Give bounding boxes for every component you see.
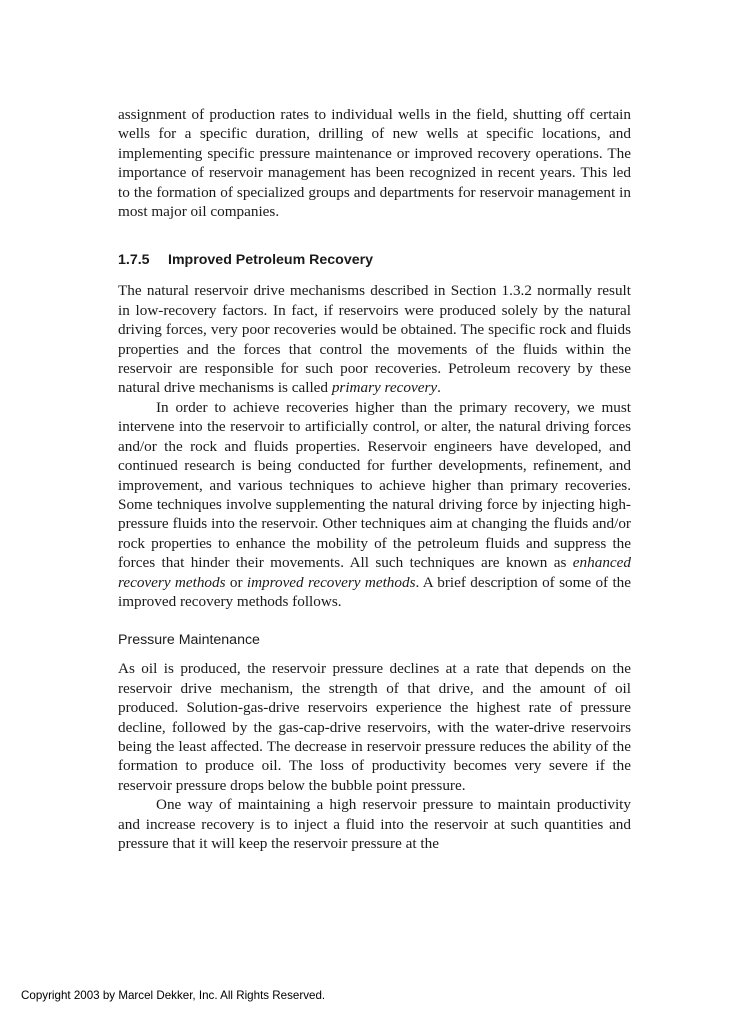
continued-paragraph: assignment of production rates to individual wells in the field, shutting off certain wells for a specific duration, drilling of new wells at specific locations, and implementing specific pressure maintenance or improved recovery operations. The importance of reservoir management has been recognized in recent years. This led to the formation of specialized groups and departments for reservoir management in most major oil companies. — [118, 106, 631, 221]
paragraph-text: or — [225, 573, 247, 591]
paragraph-end: . A brief description of some of the improved recovery methods follows. — [118, 573, 631, 610]
paragraph-text: The natural reservoir drive mechanisms described in Section 1.3.2 normally result in low-recovery factors. In fact, if reservoirs were produced solely by the natural driving forces, very poor recoveries would be obtained. The specific rock and fluids properties and the forces that control the movements of the fluids within the reservoir are responsible for such poor recoveries. Petroleum recovery by these natural drive mechanisms is called — [118, 282, 631, 397]
section-paragraph-1 — [118, 281, 631, 397]
section-title: Improved Petroleum Recovery — [168, 252, 374, 269]
term-primary-recovery: primary recovery — [331, 379, 438, 397]
term-enhanced-recovery: enhanced recovery methods — [118, 554, 631, 591]
subsection-heading: Pressure Maintenance — [118, 632, 260, 649]
copyright-notice: Copyright 2003 by Marcel Dekker, Inc. All Rights Reserved. — [21, 989, 326, 1002]
section-heading — [118, 251, 631, 269]
term-improved-recovery: improved recovery methods — [246, 573, 416, 591]
section-paragraph-2 — [118, 398, 631, 611]
section-number: 1.7.5 — [118, 252, 150, 269]
paragraph-text: In order to achieve recoveries higher than the primary recovery, we must intervene into the reservoir to artificially control, or alter, the natural driving forces and/or the rock and fluids properties. Reservoir engineers have developed, and continued research is being conducted for further developments, refinement, and improvement, and various techniques to achieve higher than primary recoveries. Some techniques involve supplementing the natural driving force by injecting high-pressure fluids into the reservoir. Other techniques aim at changing the fluids and/or rock properties to enhance the mobility of the petroleum fluids and suppress the forces that hinder their movements. All such techniques are known as — [118, 398, 631, 572]
page-body — [118, 105, 631, 853]
paragraph-end: . — [437, 379, 441, 397]
subsection-paragraph-1: As oil is produced, the reservoir pressure declines at a rate that depends on the reservoir drive mechanism, the strength of that drive, and the amount of oil produced. Solution-gas-drive reservoirs experience the highest rate of pressure decline, followed by the gas-cap-drive reservoirs, with the water-drive reservoirs being the least affected. The decrease in reservoir pressure reduces the ability of the formation to produce oil. The loss of productivity becomes very severe if the reservoir pressure drops below the bubble point pressure. — [118, 660, 631, 794]
subsection-paragraph-2: One way of maintaining a high reservoir pressure to maintain productivity and increase recovery is to inject a fluid into the reservoir at such quantities and pressure that it will keep the reservoir pressure at the — [118, 796, 631, 852]
